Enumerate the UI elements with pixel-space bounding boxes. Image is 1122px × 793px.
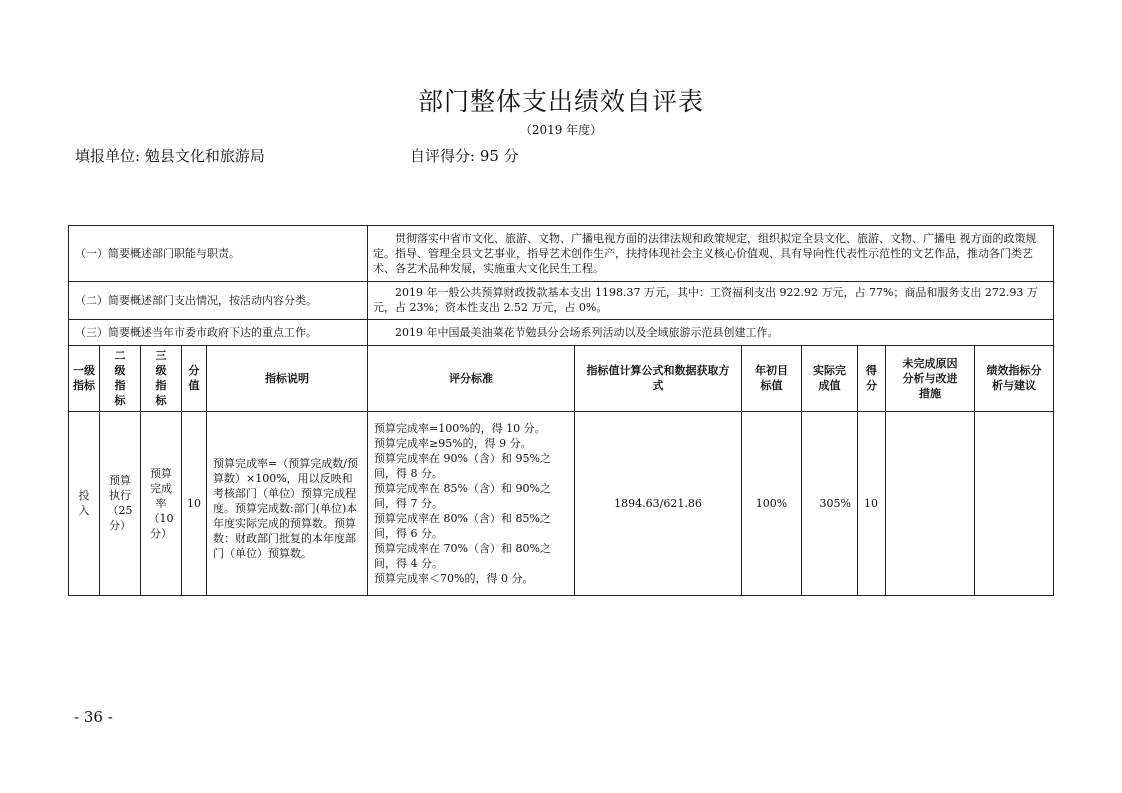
reporting-unit: 填报单位: 勉县文化和旅游局 (75, 147, 265, 165)
header-actual: 实际完成值 (802, 345, 858, 411)
page-title: 部门整体支出绩效自评表 (417, 87, 704, 116)
header-level3: 三级指标 (141, 345, 182, 411)
header-target: 年初目标值 (742, 345, 802, 411)
summary-row-expenditure (69, 281, 1054, 319)
summary-row-duties (69, 225, 1054, 281)
summary-label: （三）简要概述当年市委市政府下达的重点工作。 (69, 319, 368, 345)
criteria-item: 预算完成率在 70%（含）和 80%之间，得 4 分。 (374, 542, 551, 570)
self-evaluation-score: 自评得分: 95 分 (410, 147, 519, 165)
header-level1: 一级指标 (69, 345, 100, 411)
evaluation-table (68, 169, 1054, 596)
header-points: 分值 (182, 345, 207, 411)
row-points: 10 (182, 411, 207, 595)
summary-label: （二）简要概述部门支出情况，按活动内容分类。 (69, 281, 368, 319)
criteria-item: 预算完成率＜70%的，得 0 分。 (374, 572, 534, 585)
summary-row-key-work (69, 319, 1054, 345)
summary-row-functions (69, 169, 1054, 225)
header-criteria: 评分标准 (368, 345, 575, 411)
year-subtitle: （2019 年度） (519, 123, 603, 137)
criteria-item: 预算完成率≥95%的，得 9 分。 (374, 437, 532, 450)
row-actual: 305% (802, 411, 858, 595)
row-formula: 1894.63/621.86 (575, 411, 742, 595)
table-row (69, 411, 1054, 595)
row-target: 100% (742, 411, 802, 595)
header-reasons: 未完成原因分析与改进措施 (886, 345, 975, 411)
criteria-item: 预算完成率=100%的，得 10 分。 (374, 422, 546, 435)
page-number: - 36 - (74, 708, 113, 726)
row-description: 预算完成率=（预算完成数/预算数）×100%，用以反映和考核部门（单位）预算完成程度。预算完成数:部门(单位)本年度实际完成的预算数。预算数：财政部门批复的本年度部门（单位）预算数。 (207, 411, 368, 595)
header-score: 得分 (858, 345, 886, 411)
header-formula: 指标值计算公式和数据获取方式 (575, 345, 742, 411)
header-row (69, 345, 1054, 411)
row-analysis (975, 411, 1054, 595)
row-level2: 预算执行（25 分） (100, 411, 141, 595)
row-level1: 投入 (69, 411, 100, 595)
summary-text: 2019 年一般公共预算财政拨款基本支出 1198.37 万元，其中：工资福利支出 922.92 万元，占 77%；商品和服务支出 272.93 万元，占 23%；资本性支出 2.52 万元，占 0%。 (368, 281, 1054, 319)
row-level3: 预算完成率（10 分） (141, 411, 182, 595)
summary-label: （一）简要概述部门职能与职责。 (69, 225, 368, 281)
summary-text: 2019 年中国最美油菜花节勉县分会场系列活动以及全域旅游示范县创建工作。 (368, 319, 1054, 345)
summary-text: 贯彻落实中省市文化、旅游、文物、广播电视方面的法律法规和政策规定，组织拟定全县文化、旅游、文物、广播电 视方面的政策规定。指导、管理全县文艺事业，指导艺术创作生产，扶持体现社会主义核心价值观、具有导向性代表性示范性的文艺作品，推动各门类艺术、各艺术品种发展，实施重大文化民生工程。 (368, 225, 1054, 281)
criteria-item: 预算完成率在 85%（含）和 90%之间，得 7 分。 (374, 482, 551, 510)
header-analysis: 绩效指标分析与建议 (975, 345, 1054, 411)
header-level2: 二级指标 (100, 345, 141, 411)
header-description: 指标说明 (207, 345, 368, 411)
criteria-item: 预算完成率在 80%（含）和 85%之间，得 6 分。 (374, 512, 551, 540)
criteria-item: 预算完成率在 90%（含）和 95%之间，得 8 分。 (374, 452, 551, 480)
row-criteria (368, 411, 575, 595)
row-reasons (886, 411, 975, 595)
row-score: 10 (858, 411, 886, 595)
